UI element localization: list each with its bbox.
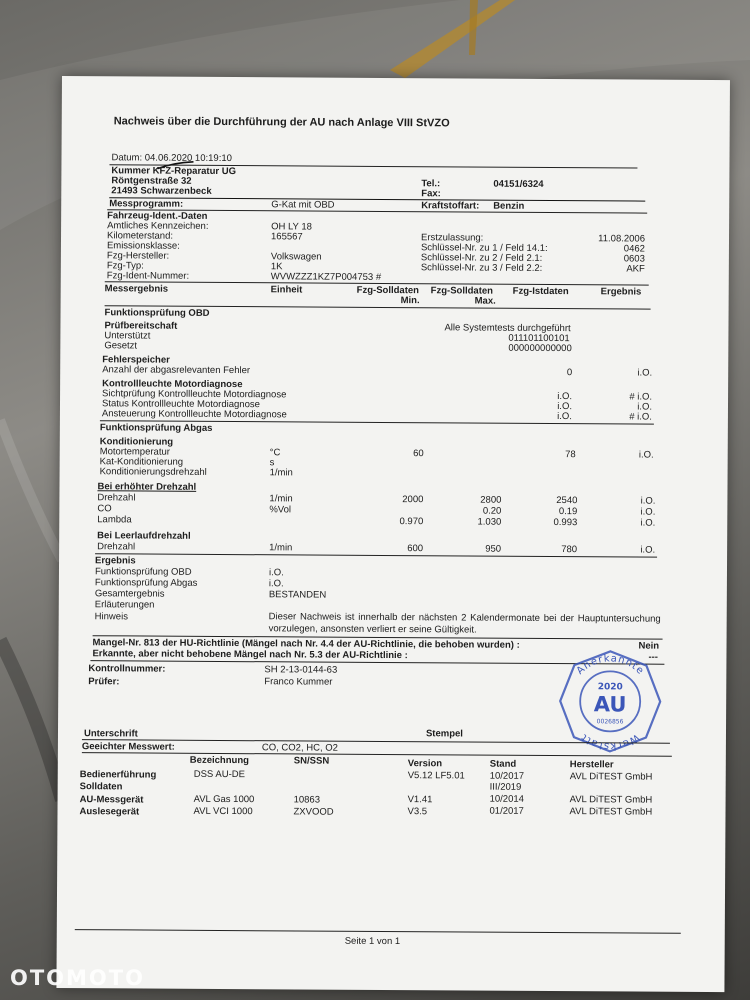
high-rpm-row-ist: 0.19 <box>558 506 578 518</box>
vehicle-row-rvalue: 0603 <box>623 253 645 265</box>
hint-label: Hinweis <box>94 611 128 623</box>
fault-count-value: 0 <box>566 367 573 379</box>
devices-header-bezeichnung: Bezeichnung <box>189 754 249 767</box>
stamp-text-bottom: Werkstatt <box>578 730 641 752</box>
overall-result-value: BESTANDEN <box>268 589 327 601</box>
inspector-label: Prüfer: <box>88 676 120 688</box>
idle-row-ist: 780 <box>561 544 578 556</box>
vehicle-row-label: Amtliches Kennzeichen: <box>107 220 209 232</box>
conditioning-row-min: 60 <box>413 448 424 460</box>
obd-heading: Funktionsprüfung OBD <box>104 307 210 319</box>
readiness-heading: Prüfbereitschaft <box>104 320 178 332</box>
result-row-label: Funktionsprüfung OBD <box>94 566 192 578</box>
col-soll-max-sub: Max. <box>474 295 496 307</box>
col-ist: Fzg-Istdaten <box>512 285 569 298</box>
device-row-stand: 10/2014 <box>489 793 524 805</box>
company-street: Röntgenstraße 32 <box>111 175 192 187</box>
col-soll-min-sub: Min. <box>400 295 420 307</box>
vehicle-row-value: WVWZZZ1KZ7P004753 # <box>270 271 382 283</box>
vehicle-row-label: Kilometerstand: <box>106 230 174 242</box>
mil-row-label: Ansteuerung Kontrollleuchte Motordiagnose <box>101 408 287 421</box>
fuel-label: Kraftstoffart: <box>421 200 480 212</box>
defects-line-2-value: --- <box>648 651 658 663</box>
vehicle-row-value: Volkswagen <box>270 251 322 263</box>
device-row-version: V5.12 LF5.01 <box>407 770 465 782</box>
idle-row-label: Drehzahl <box>97 541 136 553</box>
control-number-value: SH 2-13-0144-63 <box>264 664 338 676</box>
fax-label: Fax: <box>421 188 441 200</box>
document-title: Nachweis über die Durchführung der AU nach Anlage VIII StVZO <box>113 115 450 130</box>
set-value: 000000000000 <box>508 342 572 355</box>
device-row-stand: 10/2017 <box>489 770 525 782</box>
device-row-sn: ZXVOOD <box>293 806 334 818</box>
high-rpm-row-ist: 2540 <box>556 495 578 507</box>
conditioning-row-unit: 1/min <box>269 467 293 479</box>
conditioning-row-result: i.O. <box>638 449 654 461</box>
fault-memory-heading: Fehlerspeicher <box>102 354 170 366</box>
high-rpm-heading: Bei erhöhter Drehzahl <box>97 481 197 493</box>
vehicle-row-value: 1K <box>270 261 283 273</box>
vehicle-row-rlabel: Schlüssel-Nr. zu 1 / Feld 14.1: <box>420 242 548 254</box>
calibration-label: Geeichter Messwert: <box>81 741 175 753</box>
high-rpm-row-label: Lambda <box>97 514 132 526</box>
device-row-stand: 01/2017 <box>489 805 524 817</box>
mil-row-value: i.O. <box>557 391 573 403</box>
high-rpm-row-label: Drehzahl <box>97 492 136 504</box>
supported-value: 011101100101 <box>508 332 570 345</box>
program-label: Messprogramm: <box>109 198 184 210</box>
conditioning-row-label: Kat-Konditionierung <box>99 456 184 468</box>
tel-label: Tel.: <box>421 178 441 190</box>
device-row-label: Solldaten <box>79 781 123 793</box>
vehicle-row-rvalue: 0462 <box>623 243 645 255</box>
vehicle-row-rlabel: Schlüssel-Nr. zu 2 / Feld 2.1: <box>420 252 543 264</box>
supported-label: Unterstützt <box>104 330 151 342</box>
stamp-text-top: Anerkannte <box>574 653 647 678</box>
fault-count-label: Anzahl der abgasrelevanten Fehler <box>102 364 251 377</box>
hint-text: Dieser Nachweis ist innerhalb der nächsten 2 Kalendermonate bei der Hauptuntersuchung vorzulegen, ansonsten verliert er seine Gültigkeit. <box>268 611 661 636</box>
mil-row-label: Status Kontrollleuchte Motordiagnose <box>101 398 260 411</box>
device-row-bez: AVL Gas 1000 <box>193 793 255 806</box>
high-rpm-row-unit: %Vol <box>269 504 292 516</box>
vehicle-row-value: OH LY 18 <box>271 221 312 233</box>
vehicle-row-value: 165567 <box>270 231 303 243</box>
mil-row-result: # i.O. <box>629 411 652 423</box>
mil-row-label: Sichtprüfung Kontrollleuchte Motordiagnose <box>102 388 287 401</box>
high-rpm-row-ist: 0.993 <box>553 517 578 529</box>
defects-line-2: Erkannte, aber nicht behobene Mängel nach Nr. 5.3 der AU-Richtlinie : <box>92 648 408 662</box>
device-row-hersteller: AVL DiTEST GmbH <box>569 806 653 818</box>
devices-header-hersteller: Hersteller <box>569 759 614 771</box>
result-row-label: Funktionsprüfung Abgas <box>94 577 198 589</box>
company-city: 21493 Schwarzenbeck <box>111 185 212 197</box>
high-rpm-row-min: 2000 <box>402 494 424 506</box>
idle-row-min: 600 <box>407 543 424 555</box>
vehicle-row-rlabel: Schlüssel-Nr. zu 3 / Feld 2.2: <box>420 262 543 274</box>
high-rpm-row-result: i.O. <box>640 506 656 518</box>
col-einheit: Einheit <box>270 284 303 296</box>
conditioning-row-label: Konditionierungsdrehzahl <box>99 466 207 478</box>
vehicle-row-label: Fzg-Typ: <box>106 260 144 272</box>
vehicle-row-rlabel: Erstzulassung: <box>420 232 484 244</box>
conditioning-row-label: Motortemperatur <box>99 446 170 458</box>
device-row-version: V3.5 <box>407 806 428 818</box>
idle-row-max: 950 <box>485 543 502 555</box>
workshop-stamp <box>556 647 665 756</box>
devices-header-version: Version <box>407 758 443 770</box>
result-row-label: Erläuterungen <box>94 599 155 611</box>
devices-header-sn: SN/SSN <box>293 755 330 767</box>
vehicle-heading: Fahrzeug-Ident.-Daten <box>107 210 208 222</box>
stamp-label: Stempel <box>425 728 463 740</box>
device-row-label: Auslesegerät <box>79 806 140 818</box>
device-row-hersteller: AVL DiTEST GmbH <box>569 771 653 783</box>
company-name: Kummer KFZ-Reparatur UG <box>111 165 237 178</box>
high-rpm-row-unit: 1/min <box>269 493 293 505</box>
col-soll-min: Fzg-Solldaten <box>356 284 420 297</box>
result-row-value: i.O. <box>268 567 284 579</box>
vehicle-row-label: Fzg-Ident-Nummer: <box>106 270 190 282</box>
col-soll-max: Fzg-Solldaten <box>430 285 494 297</box>
conditioning-row-unit: s <box>269 457 275 469</box>
stamp-number: 0026856 <box>596 718 624 726</box>
device-row-label: AU-Messgerät <box>79 794 144 806</box>
high-rpm-row-result: i.O. <box>640 495 656 507</box>
conditioning-row-unit: °C <box>269 447 281 459</box>
set-label: Gesetzt <box>104 340 138 352</box>
device-row-label: Bedienerführung <box>79 769 157 781</box>
device-row-bez: DSS AU-DE <box>193 768 245 781</box>
idle-row-unit: 1/min <box>269 542 293 554</box>
result-row-label: Gesamtergebnis <box>94 588 165 600</box>
divider <box>109 197 645 201</box>
mil-row-value: i.O. <box>557 411 572 423</box>
result-heading: Ergebnis <box>95 555 136 567</box>
idle-row-result: i.O. <box>640 544 656 556</box>
defects-line-1: Mangel-Nr. 813 der HU-Richtlinie (Mängel nach Nr. 4.4 der AU-Richtlinie, die behoben wurden) : <box>92 637 520 651</box>
otomoto-watermark: OTOMOTO <box>10 966 145 990</box>
calibration-value: CO, CO2, HC, O2 <box>261 742 338 754</box>
vehicle-row-rvalue: 11.08.2006 <box>598 233 646 245</box>
fault-count-result: i.O. <box>637 367 653 379</box>
fuel-value: Benzin <box>493 200 525 212</box>
device-row-sn: 10863 <box>293 794 321 806</box>
col-messergebnis: Messergebnis <box>104 283 169 295</box>
mil-row-value: i.O. <box>557 401 573 413</box>
device-row-stand: III/2019 <box>489 781 522 793</box>
vehicle-row-label: Fzg-Hersteller: <box>106 250 170 262</box>
vehicle-row-label: Emissionsklasse: <box>106 240 180 252</box>
conditioning-row-ist: 78 <box>565 449 576 461</box>
stamp-year: 2020 <box>597 682 623 693</box>
defects-line-1-value: Nein <box>638 640 660 652</box>
high-rpm-row-min: 0.970 <box>399 516 424 528</box>
device-row-bez: AVL VCI 1000 <box>193 805 253 818</box>
control-number-label: Kontrollnummer: <box>88 663 166 675</box>
footer-divider <box>75 929 681 934</box>
conditioning-heading: Konditionierung <box>99 436 174 448</box>
high-rpm-row-max: 0.20 <box>482 505 502 517</box>
high-rpm-row-max: 2800 <box>480 494 502 506</box>
page-number: Seite 1 von 1 <box>344 935 401 948</box>
high-rpm-row-result: i.O. <box>640 517 656 529</box>
stamp-code: AU <box>593 692 627 717</box>
mil-row-result: # i.O. <box>629 391 653 403</box>
readiness-status: Alle Systemtests durchgeführt <box>444 322 571 335</box>
document-date: Datum: 04.06.2020 10:19:10 <box>111 152 232 165</box>
col-ergebnis: Ergebnis <box>600 286 642 298</box>
program-value: G-Kat mit OBD <box>271 199 335 211</box>
tel-value: 04151/6324 <box>493 178 544 190</box>
device-row-version: V1.41 <box>407 794 433 806</box>
mil-heading: Kontrollleuchte Motordiagnose <box>102 378 243 391</box>
device-row-hersteller: AVL DiTEST GmbH <box>569 794 653 806</box>
exhaust-heading: Funktionsprüfung Abgas <box>99 422 213 434</box>
mil-row-result: i.O. <box>637 401 653 413</box>
high-rpm-row-max: 1.030 <box>477 516 502 528</box>
svg-text:Anerkannte <box>575 653 647 677</box>
idle-heading: Bei Leerlaufdrehzahl <box>97 530 191 542</box>
signature-label: Unterschrift <box>83 728 138 740</box>
vehicle-row-rvalue: AKF <box>626 263 645 275</box>
result-row-value: i.O. <box>268 578 284 590</box>
inspector-value: Franco Kummer <box>264 676 333 688</box>
au-certificate-paper <box>56 76 730 992</box>
devices-header-stand: Stand <box>489 758 517 770</box>
high-rpm-row-label: CO <box>97 503 112 515</box>
